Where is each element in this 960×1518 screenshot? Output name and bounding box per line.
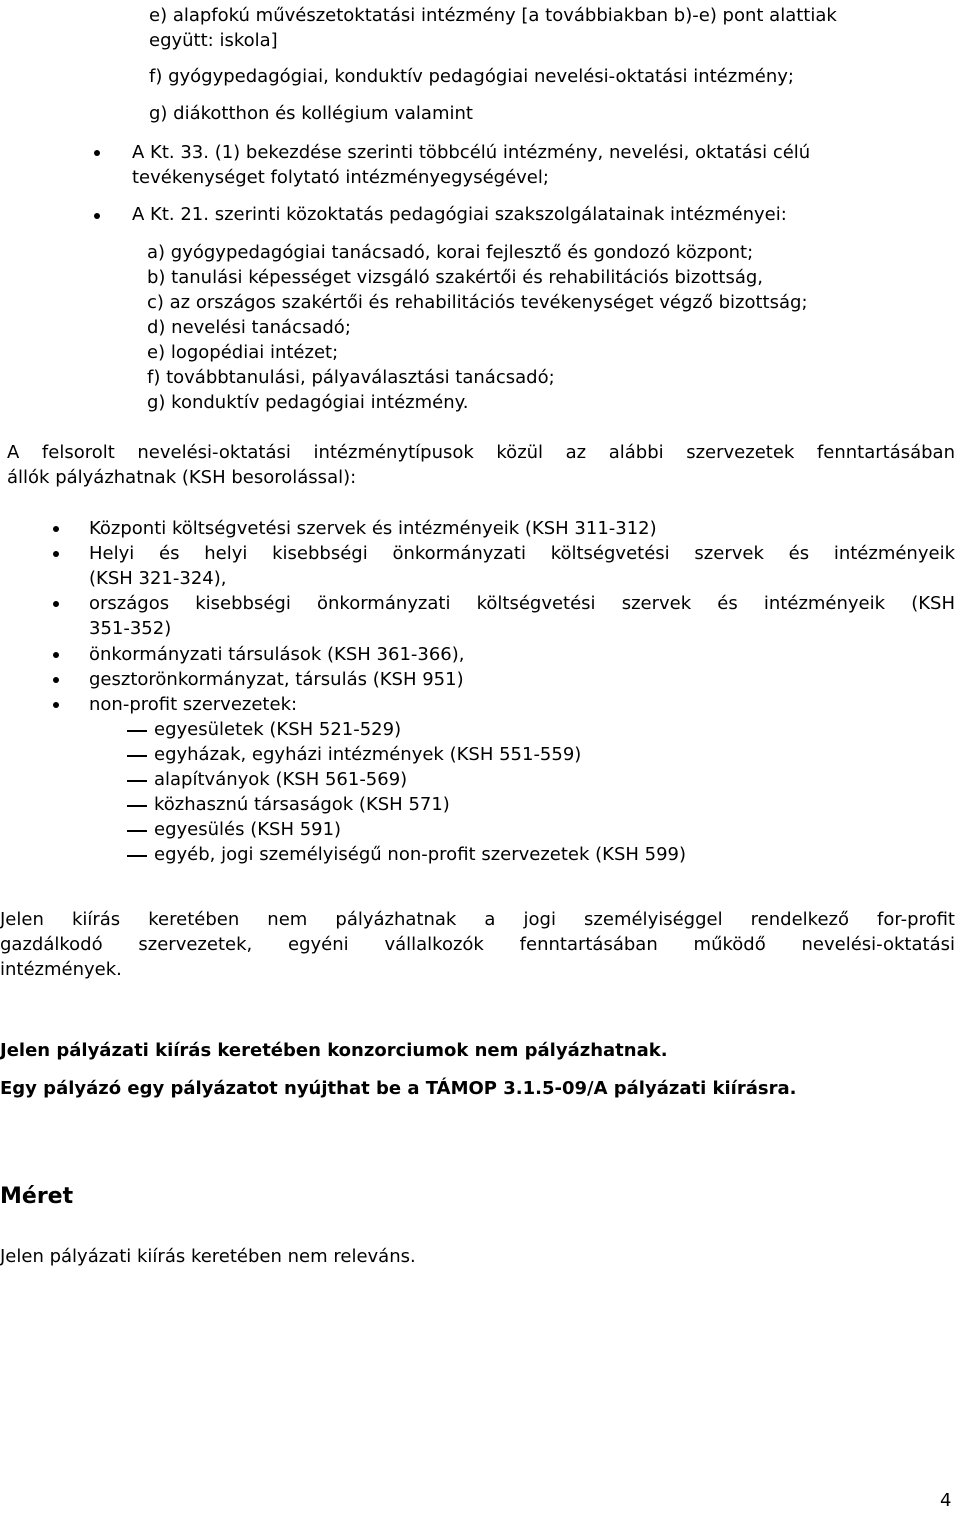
- dash-icon: [127, 730, 147, 732]
- nonprofit-sub-2: egyházak, egyházi intézmények (KSH 551-559): [154, 744, 582, 765]
- dash-icon: [127, 855, 147, 857]
- bullet-icon: [94, 150, 100, 156]
- bullet-icon: [53, 652, 59, 658]
- nonprofit-sub-4: közhasznú társaságok (KSH 571): [154, 794, 450, 815]
- bullet-icon: [53, 677, 59, 683]
- meret-heading: Méret: [0, 1184, 74, 1209]
- nonprofit-sub-1: egyesületek (KSH 521-529): [154, 719, 402, 740]
- kt21-item-c: c) az országos szakértői és rehabilitációs tevékenységet végző bizottság;: [147, 292, 808, 313]
- ksh-item-6: non-profit szervezetek:: [89, 694, 298, 715]
- forprofit-line2: gazdálkodó szervezetek, egyéni vállalkozók fenntartásában működő nevelési-oktatási: [0, 934, 955, 955]
- bullet-icon: [53, 551, 59, 557]
- forprofit-line1: Jelen kiírás keretében nem pályázhatnak a jogi személyiséggel rendelkező for-profit: [0, 909, 955, 930]
- bullet-icon: [53, 601, 59, 607]
- bullet-icon: [53, 702, 59, 708]
- egy-palyazat-note: Egy pályázó egy pályázatot nyújthat be a TÁMOP 3.1.5-09/A pályázati kiírásra.: [0, 1078, 797, 1099]
- forprofit-line3: intézmények.: [0, 959, 122, 980]
- list-item-g: g) diákotthon és kollégium valamint: [149, 103, 473, 124]
- ksh-item-3-line2: 351-352): [89, 618, 172, 639]
- kt21-item-e: e) logopédiai intézet;: [147, 342, 339, 363]
- dash-icon: [127, 805, 147, 807]
- kt21-item-d: d) nevelési tanácsadó;: [147, 317, 351, 338]
- nonprofit-sub-5: egyesülés (KSH 591): [154, 819, 342, 840]
- ksh-item-1: Központi költségvetési szervek és intézményeik (KSH 311-312): [89, 518, 657, 539]
- list-item-e-line2: együtt: iskola]: [149, 30, 278, 51]
- kt21-line1: A Kt. 21. szerinti közoktatás pedagógiai szakszolgálatainak intézményei:: [132, 204, 787, 225]
- kt21-item-a: a) gyógypedagógiai tanácsadó, korai fejlesztő és gondozó központ;: [147, 242, 754, 263]
- list-item-f: f) gyógypedagógiai, konduktív pedagógiai nevelési-oktatási intézmény;: [149, 66, 794, 87]
- ksh-item-5: gesztorönkormányzat, társulás (KSH 951): [89, 669, 464, 690]
- list-item-e-line1: e) alapfokú művészetoktatási intézmény [a továbbiakban b)-e) pont alattiak: [149, 5, 837, 26]
- nonprofit-sub-6: egyéb, jogi személyiségű non-profit szervezetek (KSH 599): [154, 844, 687, 865]
- ksh-item-4: önkormányzati társulások (KSH 361-366),: [89, 644, 465, 665]
- intro-line2: állók pályázhatnak (KSH besorolással):: [7, 467, 357, 488]
- kt33-line2: tevékenységet folytató intézményegységével;: [132, 167, 549, 188]
- intro-line1: A felsorolt nevelési-oktatási intézménytípusok közül az alábbi szervezetek fenntartásában: [7, 442, 955, 463]
- bullet-icon: [94, 213, 100, 219]
- page-number: 4: [940, 1490, 952, 1511]
- kt21-item-b: b) tanulási képességet vizsgáló szakértői és rehabilitációs bizottság,: [147, 267, 764, 288]
- kt21-item-f: f) továbbtanulási, pályaválasztási tanácsadó;: [147, 367, 555, 388]
- konzorcium-note: Jelen pályázati kiírás keretében konzorciumok nem pályázhatnak.: [0, 1040, 668, 1061]
- ksh-item-2-line1: Helyi és helyi kisebbségi önkormányzati költségvetési szervek és intézményeik: [89, 543, 955, 564]
- ksh-item-3-line1: országos kisebbségi önkormányzati költségvetési szervek és intézményeik (KSH: [89, 593, 955, 614]
- dash-icon: [127, 830, 147, 832]
- dash-icon: [127, 780, 147, 782]
- meret-text: Jelen pályázati kiírás keretében nem releváns.: [0, 1246, 416, 1267]
- kt33-line1: A Kt. 33. (1) bekezdése szerinti többcélú intézmény, nevelési, oktatási célú: [132, 142, 811, 163]
- bullet-icon: [53, 526, 59, 532]
- dash-icon: [127, 755, 147, 757]
- ksh-item-2-line2: (KSH 321-324),: [89, 568, 227, 589]
- kt21-item-g: g) konduktív pedagógiai intézmény.: [147, 392, 469, 413]
- nonprofit-sub-3: alapítványok (KSH 561-569): [154, 769, 408, 790]
